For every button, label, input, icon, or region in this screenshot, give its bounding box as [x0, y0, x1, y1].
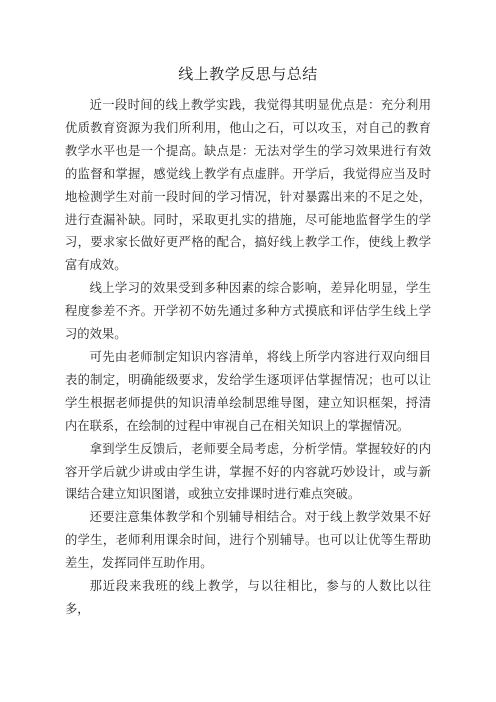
paragraph: 线上学习的效果受到多种因素的综合影响，差异化明显，学生程度参差不齐。开学初不妨先通过多种方式摸底和评估学生线上学习的效果。: [65, 281, 431, 342]
paragraph: 那近段来我班的线上教学，与以往相比，参与的人数比以往多，: [65, 579, 431, 616]
paragraph: 还要注意集体教学和个别辅导相结合。对于线上教学效果不好的学生，老师利用课余时间，进行个别辅导。也可以让优等生帮助差生，发挥同伴互助作用。: [65, 510, 431, 571]
paragraph: 可先由老师制定知识内容清单，将线上所学内容进行双向细目表的制定，明确能级要求，发给学生逐项评估掌握情况；也可以让学生根据老师提供的知识清单绘制思维导图，建立知识框架，捋清内在联系，在绘制的过程中审视自己在相关知识上的掌握情况。: [65, 349, 431, 433]
document-title: 线上教学反思与总结: [178, 65, 318, 83]
document-body: [65, 94, 431, 621]
paragraph: 近一段时间的线上教学实践，我觉得其明显优点是：充分利用优质教育资源为我们所利用，他山之石，可以攻玉，对自己的教育教学水平也是一个提高。缺点是：无法对学生的学习效果进行有效的监督和掌握，感觉线上教学有点虚胖。开学后，我觉得应当及时地检测学生对前一段时间的学习情况，针对暴露出来的不足之处，进行查漏补缺。同时，采取更扎实的措施，尽可能地监督学生的学习，要求家长做好更严格的配合，搞好线上教学工作，使线上教学富有成效。: [65, 98, 431, 273]
paragraph: 拿到学生反馈后，老师要全局考虑，分析学情。掌握较好的内容开学后就少讲或由学生讲，掌握不好的内容就巧妙设计，或与新课结合建立知识图谱，或独立安排课时进行难点突破。: [65, 441, 431, 502]
